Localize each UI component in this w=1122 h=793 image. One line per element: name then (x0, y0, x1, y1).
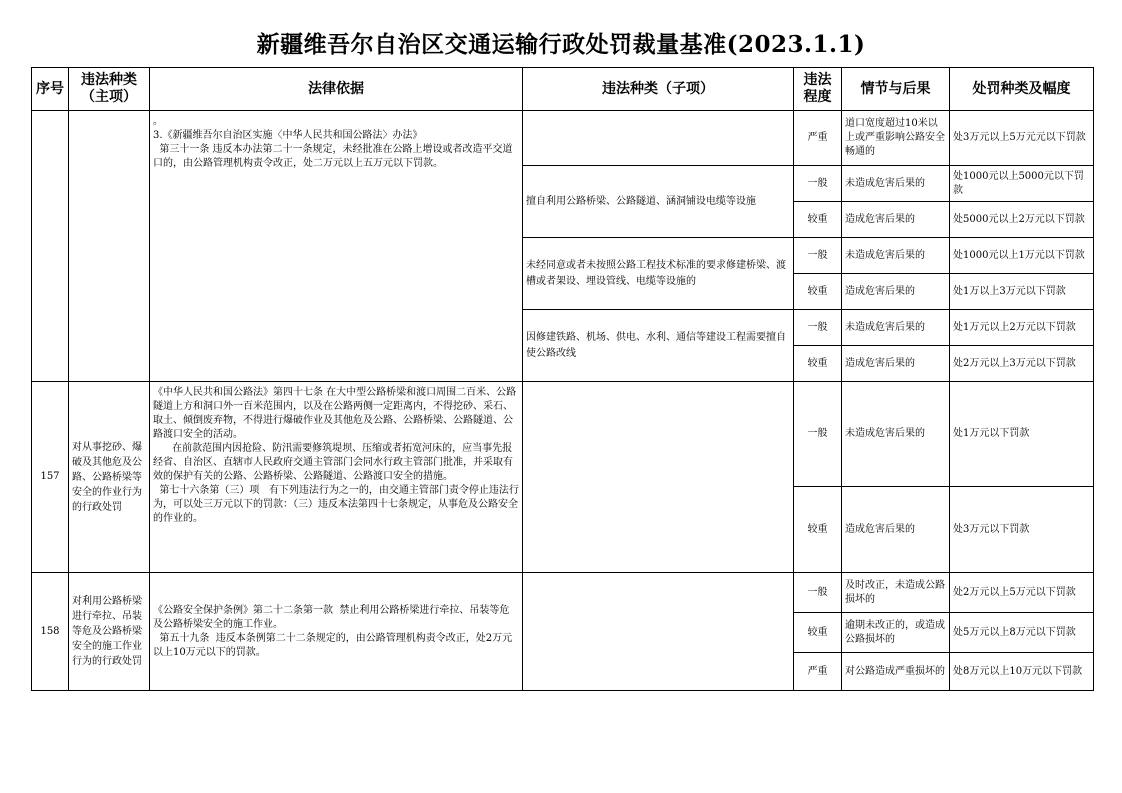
main-type-cell: 对利用公路桥梁进行牵拉、吊装等危及公路桥梁安全的施工作业行为的行政处罚 (69, 573, 150, 691)
penalty-cell: 处3万元以上5万元元以下罚款 (950, 111, 1094, 166)
penalty-cell: 处2万元以上5万元以下罚款 (950, 573, 1094, 613)
degree-cell: 较重 (794, 274, 842, 310)
main-type-cell (69, 111, 150, 382)
table-header-row (32, 68, 1094, 111)
sub-type-cell (523, 573, 794, 691)
sub-type-cell: 因修建铁路、机场、供电、水利、通信等建设工程需要擅自使公路改线 (523, 310, 794, 382)
penalty-cell: 处5000元以上2万元以下罚款 (950, 202, 1094, 238)
header-seq: 序号 (32, 68, 69, 111)
page-title: 新疆维吾尔自治区交通运输行政处罚裁量基准(2023.1.1) (256, 31, 866, 58)
table-row (32, 573, 1094, 613)
degree-cell: 较重 (794, 202, 842, 238)
degree-cell: 一般 (794, 310, 842, 346)
penalty-cell: 处1万元以下罚款 (950, 382, 1094, 487)
table-row (32, 111, 1094, 166)
circumstance-cell: 未造成危害后果的 (842, 166, 950, 202)
seq-cell: 157 (32, 382, 69, 573)
seq-cell (32, 111, 69, 382)
circumstance-cell: 未造成危害后果的 (842, 238, 950, 274)
circumstance-cell: 及时改正，未造成公路损坏的 (842, 573, 950, 613)
header-main-type: 违法种类 （主项） (69, 68, 150, 111)
penalty-cell: 处5万元以上8万元以下罚款 (950, 613, 1094, 653)
penalty-cell: 处1000元以上5000元以下罚款 (950, 166, 1094, 202)
circumstance-cell: 未造成危害后果的 (842, 310, 950, 346)
degree-cell: 一般 (794, 238, 842, 274)
penalty-cell: 处1000元以上1万元以下罚款 (950, 238, 1094, 274)
legal-basis-cell: 。 3.《新疆维吾尔自治区实施〈中华人民共和国公路法〉办法》 第三十一条 违反本办法第二十一条规定，未经批准在公路上增设或者改造平交道口的，由公路管理机构责令改正，处二万元以上五万元以下罚款。 (150, 111, 523, 382)
circumstance-cell: 造成危害后果的 (842, 487, 950, 573)
legal-basis-cell: 《中华人民共和国公路法》第四十七条 在大中型公路桥梁和渡口周围二百米、公路隧道上方和洞口外一百米范围内，以及在公路两侧一定距离内，不得挖砂、采石、取土、倾倒废弃物，不得进行爆破作业及其他危及公路、公路桥梁、公路隧道、公路渡口安全的活动。 在前款范围内因抢险、防汛需要修筑堤坝、压缩或者拓宽河床的，应当事先报经省、自治区、直辖市人民政府交通主管部门会同水行政主管部门批准，并采取有效的保护有关的公路、公路桥梁、公路隧道、公路渡口安全的措施。 第七十六条第（三）项 有下列违法行为之一的，由交通主管部门责令停止违法行为，可以处三万元以下的罚款：（三）违反本法第四十七条规定，从事危及公路安全的作业的。 (150, 382, 523, 573)
degree-cell: 较重 (794, 487, 842, 573)
penalty-standard-table (31, 67, 1094, 691)
header-penalty: 处罚种类及幅度 (950, 68, 1094, 111)
seq-cell: 158 (32, 573, 69, 691)
penalty-cell: 处1万以上3万元以下罚款 (950, 274, 1094, 310)
circumstance-cell: 造成危害后果的 (842, 274, 950, 310)
sub-type-cell (523, 111, 794, 166)
degree-cell: 较重 (794, 346, 842, 382)
sub-type-cell: 擅自利用公路桥梁、公路隧道、涵洞铺设电缆等设施 (523, 166, 794, 238)
sub-type-cell: 未经同意或者未按照公路工程技术标准的要求修建桥梁、渡槽或者架设、埋设管线、电缆等设施的 (523, 238, 794, 310)
penalty-cell: 处2万元以上3万元以下罚款 (950, 346, 1094, 382)
table-row (32, 382, 1094, 487)
header-sub-type: 违法种类（子项） (523, 68, 794, 111)
main-type-cell: 对从事挖砂、爆破及其他危及公路、公路桥梁等安全的作业行为的行政处罚 (69, 382, 150, 573)
circumstance-cell: 道口宽度超过10米以上或严重影响公路安全畅通的 (842, 111, 950, 166)
circumstance-cell: 造成危害后果的 (842, 202, 950, 238)
penalty-cell: 处1万元以上2万元以下罚款 (950, 310, 1094, 346)
header-circumstance: 情节与后果 (842, 68, 950, 111)
penalty-cell: 处3万元以下罚款 (950, 487, 1094, 573)
circumstance-cell: 未造成危害后果的 (842, 382, 950, 487)
circumstance-cell: 逾期未改正的，或造成公路损坏的 (842, 613, 950, 653)
degree-cell: 一般 (794, 573, 842, 613)
degree-cell: 较重 (794, 613, 842, 653)
degree-cell: 一般 (794, 382, 842, 487)
sub-type-cell (523, 382, 794, 573)
header-degree: 违法 程度 (794, 68, 842, 111)
circumstance-cell: 造成危害后果的 (842, 346, 950, 382)
legal-basis-cell: 《公路安全保护条例》第二十二条第一款 禁止利用公路桥梁进行牵拉、吊装等危及公路桥梁安全的施工作业。 第五十九条 违反本条例第二十二条规定的，由公路管理机构责令改正，处2万元以上10万元以下的罚款。 (150, 573, 523, 691)
circumstance-cell: 对公路造成严重损坏的 (842, 653, 950, 691)
penalty-cell: 处8万元以上10万元以下罚款 (950, 653, 1094, 691)
header-legal-basis: 法律依据 (150, 68, 523, 111)
degree-cell: 严重 (794, 653, 842, 691)
degree-cell: 严重 (794, 111, 842, 166)
degree-cell: 一般 (794, 166, 842, 202)
